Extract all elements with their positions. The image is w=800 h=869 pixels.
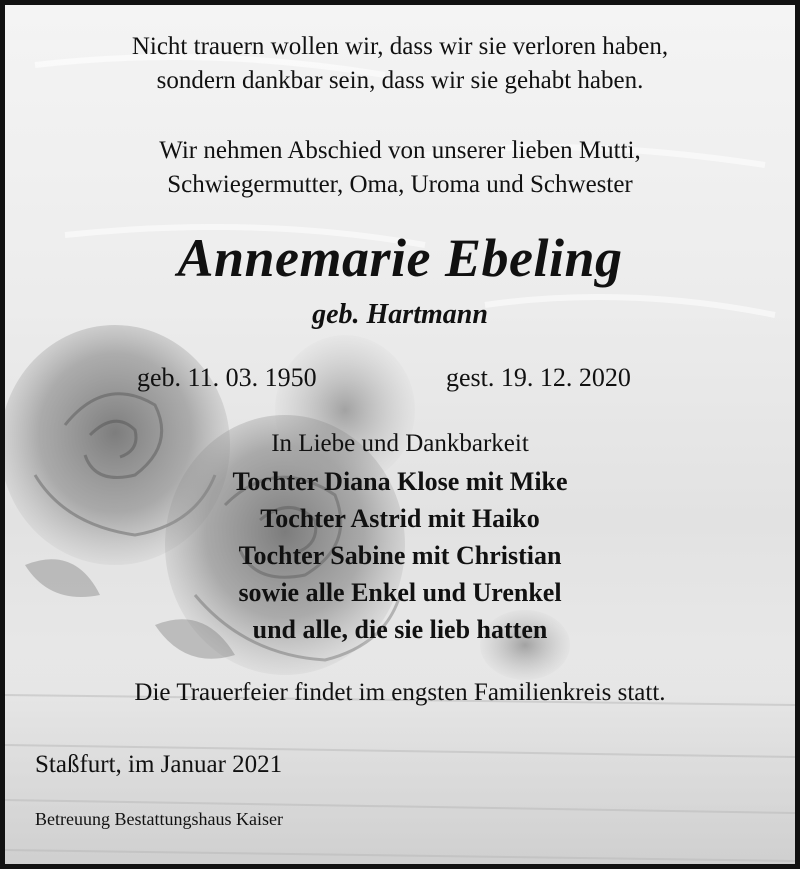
place-and-date: Staßfurt, im Januar 2021: [35, 751, 283, 778]
farewell-line-1: Wir nehmen Abschied von unserer lieben Mutti,: [159, 137, 641, 164]
death-date: gest. 19. 12. 2020: [446, 363, 631, 392]
quote-line-1: Nicht trauern wollen wir, dass wir sie verloren haben,: [131, 33, 669, 60]
mourner-line: Tochter Astrid mit Haiko: [260, 504, 540, 533]
mourner-line: sowie alle Enkel und Urenkel: [238, 578, 562, 607]
birth-name: geb. Hartmann: [312, 299, 488, 330]
deceased-name: Annemarie Ebeling: [177, 228, 623, 288]
mourner-line: und alle, die sie lieb hatten: [252, 615, 548, 644]
notice-content: [5, 5, 795, 864]
ceremony-note: Die Trauerfeier findet im engsten Familienkreis statt.: [134, 679, 666, 706]
mourner-line: Tochter Diana Klose mit Mike: [232, 467, 568, 496]
mourner-line: Tochter Sabine mit Christian: [238, 541, 562, 570]
mourners-intro: In Liebe und Dankbarkeit: [271, 430, 529, 457]
undertaker-credit: Betreuung Bestattungshaus Kaiser: [35, 809, 283, 829]
quote-line-2: sondern dankbar sein, dass wir sie gehabt haben.: [156, 67, 644, 94]
birth-date: geb. 11. 03. 1950: [137, 363, 317, 392]
farewell-line-2: Schwiegermutter, Oma, Uroma und Schwester: [167, 171, 633, 198]
